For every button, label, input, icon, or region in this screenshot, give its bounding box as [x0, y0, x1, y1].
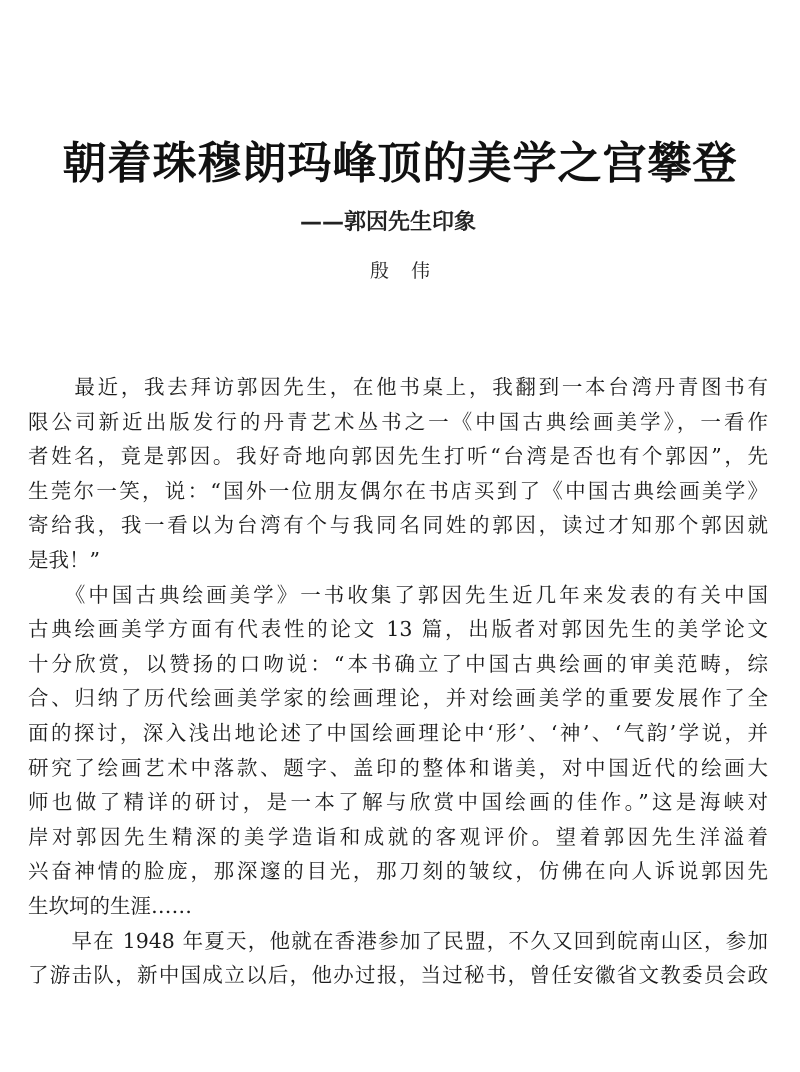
article-title: 朝着珠穆朗玛峰顶的美学之宫攀登 [62, 138, 738, 189]
article-author: 殷伟 [369, 260, 452, 282]
body-line: 者姓名，竟是郭因。我好奇地向郭因先生打听“台湾是否也有个郭因”，先 [28, 444, 768, 469]
body-line: 最近，我去拜访郭因先生，在他书桌上，我翻到一本台湾丹青图书有 [28, 375, 768, 399]
body-line: 兴奋神情的脸庞，那深邃的目光，那刀刻的皱纹，仿佛在向人诉说郭因先 [28, 859, 768, 884]
body-line: 了游击队，新中国成立以后，他办过报，当过秘书，曾任安徽省文教委员会政 [28, 963, 768, 988]
body-line: 古典绘画美学方面有代表性的论文 13 篇，出版者对郭因先生的美学论文 [28, 617, 768, 642]
article-subtitle: ——郭因先生印象 [300, 210, 477, 235]
article-body [28, 370, 768, 993]
body-line: 是我！” [28, 547, 100, 572]
body-line: 生莞尔一笑，说：“国外一位朋友偶尔在书店买到了《中国古典绘画美学》 [28, 478, 768, 503]
body-line: 十分欣赏，以赞扬的口吻说：“本书确立了中国古典绘画的审美范畴，综 [28, 651, 768, 676]
body-line: 限公司新近出版发行的丹青艺术丛书之一《中国古典绘画美学》，一看作 [28, 409, 768, 434]
body-line: 《中国古典绘画美学》一书收集了郭因先生近几年来发表的有关中国 [28, 582, 768, 607]
body-line: 生坎坷的生涯…… [28, 893, 192, 918]
body-line: 师也做了精详的研讨，是一本了解与欣赏中国绘画的佳作。”这是海峡对 [28, 790, 768, 815]
body-line: 合、归纳了历代绘画美学家的绘画理论，并对绘画美学的重要发展作了全 [28, 686, 768, 711]
body-line: 寄给我，我一看以为台湾有个与我同名同姓的郭因，读过才知那个郭因就 [28, 513, 768, 538]
body-line: 面的探讨，深入浅出地论述了中国绘画理论中‘形’、‘神’、‘气韵’学说，并 [28, 720, 768, 745]
body-line: 岸对郭因先生精深的美学造诣和成就的客观评价。望着郭因先生洋溢着 [28, 824, 768, 849]
body-line: 早在 1948 年夏天，他就在香港参加了民盟，不久又回到皖南山区，参加 [28, 928, 768, 953]
body-line: 研究了绘画艺术中落款、题字、盖印的整体和谐美，对中国近代的绘画大 [28, 755, 768, 780]
